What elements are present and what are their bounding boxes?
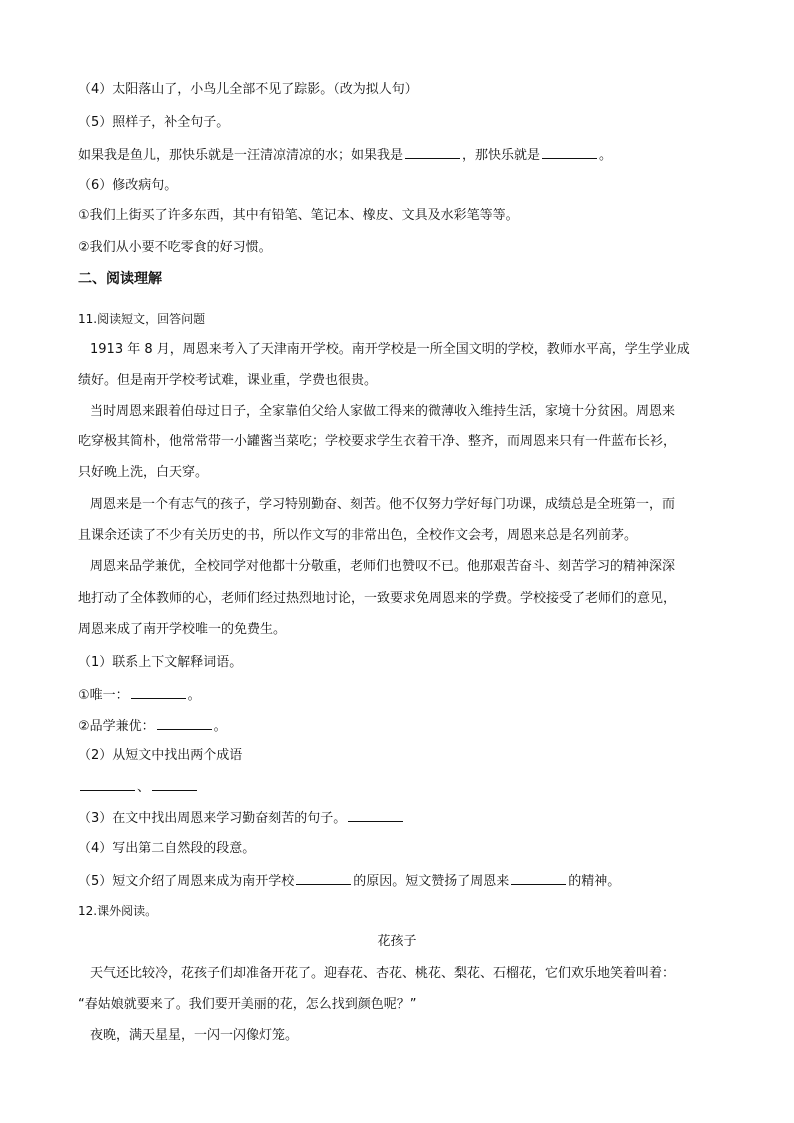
period: 。 [187, 688, 201, 703]
sub-question-2: （2）从短文中找出两个成语 [78, 748, 243, 763]
answer-blank[interactable] [405, 146, 460, 159]
question-6-item-1: ①我们上街买了许多东西，其中有铅笔、笔记本、橡皮、文具及水彩笔等等。 [78, 208, 519, 223]
q5-text-c: 。 [599, 148, 613, 163]
question-6-item-2: ②我们从小要不吃零食的好习惯。 [78, 240, 272, 255]
answer-blank[interactable] [157, 717, 212, 730]
sub-question-2-blanks [78, 778, 718, 797]
passage-line: 1913 年 8 月，周恩来考入了天津南开学校。南开学校是一所全国文明的学校，教师水平高，学生学业成 [90, 342, 690, 357]
story-line: 夜晚，满天星星，一闪一闪像灯笼。 [90, 1028, 299, 1043]
sub-question-1a [78, 686, 718, 705]
period: 。 [213, 719, 227, 734]
question-5-example [78, 146, 718, 165]
sub1a-label: ①唯一： [78, 688, 129, 703]
story-line: “春姑娘就要来了。我们要开美丽的花，怎么找到颜色呢？” [78, 997, 417, 1012]
section-heading-reading: 二、阅读理解 [78, 271, 162, 287]
answer-blank[interactable] [131, 686, 186, 699]
sub-question-5 [78, 872, 718, 891]
story-title: 花孩子 [377, 934, 417, 949]
answer-blank[interactable] [511, 872, 566, 885]
q5-text-b: ，那快乐就是 [462, 148, 541, 163]
separator: 、 [137, 780, 151, 795]
passage-line: 周恩来品学兼优，全校同学对他都十分敬重，老师们也赞叹不已。他那艰苦奋斗、刻苦学习的精神深深 [90, 559, 676, 574]
story-line: 天气还比较冷，花孩子们却准备开花了。迎春花、杏花、桃花、梨花、石榴花，它们欢乐地笑着叫着： [90, 966, 676, 981]
sub-question-1: （1）联系上下文解释词语。 [78, 655, 243, 670]
question-6: （6）修改病句。 [78, 178, 178, 193]
answer-blank[interactable] [80, 778, 135, 791]
passage-line: 绩好。但是南开学校考试难，课业重，学费也很贵。 [78, 373, 378, 388]
sub5-text-b: 的原因。短文赞扬了周恩来 [353, 874, 510, 889]
question-4: （4）太阳落山了，小鸟儿全部不见了踪影。（改为拟人句） [78, 82, 418, 97]
question-11-title: 11.阅读短文，回答问题 [78, 312, 206, 326]
answer-blank[interactable] [348, 809, 403, 822]
sub-question-3 [78, 809, 718, 828]
answer-blank[interactable] [296, 872, 351, 885]
sub3-text: （3）在文中找出周恩来学习勤奋刻苦的句子。 [78, 811, 347, 826]
passage-line: 且课余还读了不少有关历史的书，所以作文写的非常出色，全校作文会考，周恩来总是名列前茅。 [78, 528, 638, 543]
passage-line: 周恩来是一个有志气的孩子，学习特别勤奋、刻苦。他不仅努力学好每门功课，成绩总是全班第一，而 [90, 497, 676, 512]
passage-line: 当时周恩来跟着伯母过日子，全家靠伯父给人家做工得来的微薄收入维持生活，家境十分贫困。周恩来 [90, 404, 676, 419]
passage-line: 地打动了全体教师的心，老师们经过热烈地讨论，一致要求免周恩来的学费。学校接受了老师们的意见， [78, 591, 677, 606]
answer-blank[interactable] [542, 146, 597, 159]
question-12-title: 12.课外阅读。 [78, 904, 158, 918]
q5-text-a: 如果我是鱼儿，那快乐就是一汪清凉清凉的水；如果我是 [78, 148, 404, 163]
passage-line: 只好晚上洗，白天穿。 [78, 465, 209, 480]
sub1b-label: ②品学兼优： [78, 719, 155, 734]
passage-line: 吃穿极其简朴，他常常带一小罐酱当菜吃；学校要求学生衣着干净、整齐，而周恩来只有一件蓝布长衫， [78, 434, 677, 449]
passage-line: 周恩来成了南开学校唯一的免费生。 [78, 622, 287, 637]
sub-question-4: （4）写出第二自然段的段意。 [78, 841, 256, 856]
question-5: （5）照样子，补全句子。 [78, 115, 230, 130]
sub5-text-a: （5）短文介绍了周恩来成为南开学校 [78, 874, 295, 889]
sub-question-1b [78, 717, 718, 736]
sub5-text-c: 的精神。 [568, 874, 621, 889]
answer-blank[interactable] [152, 778, 197, 791]
